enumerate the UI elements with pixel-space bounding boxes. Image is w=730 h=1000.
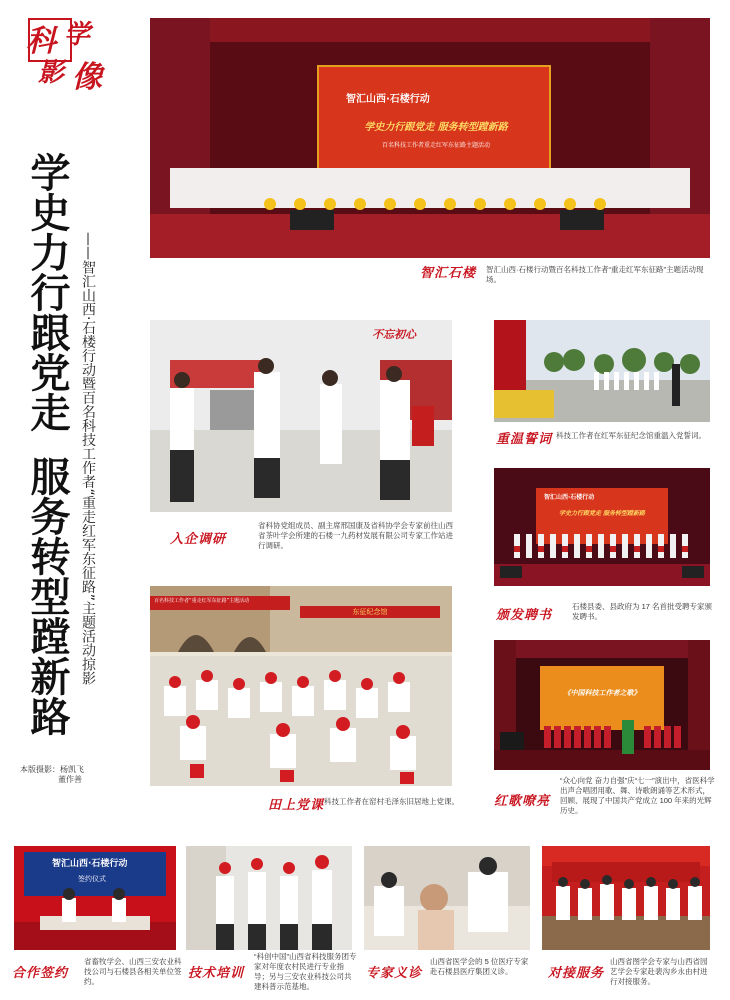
credit-line-1: 本版摄影：杨凯飞 <box>20 765 84 774</box>
courtyard-banner-2: 东征纪念馆 <box>352 608 388 616</box>
photo-training <box>186 846 352 950</box>
headline-part-2: 服务转型蹚新路 <box>24 456 71 736</box>
logo-char-2: 学 <box>64 20 91 50</box>
stage-screen-subtitle: 百名科技工作者重走红军东征路主题活动 <box>381 142 490 149</box>
caption-banfa-pinshu: 石楼县委、县政府为 17 名首批受聘专家颁发聘书。 <box>572 602 713 621</box>
stamp-zhuanjia-yizhen: 专家义诊 <box>366 966 423 981</box>
photo-service <box>542 846 710 950</box>
stamp-hezuo-qianyue: 合作签约 <box>12 966 69 981</box>
logo-char-1: 科 <box>26 24 56 59</box>
caption-ruqi-diaoyan: 省科协党组成员、副主席邢国康及省科协学会专家前往山西省茶叶学会所建的石楼一九药材发展有限公司专家工作站进行调研。 <box>258 521 453 550</box>
certificates-screen-title: 智汇山西·石楼行动 <box>544 494 595 501</box>
caption-zhihui-shilou: 智汇山西·石楼行动暨百名科技工作者“重走红军东征路”主题活动现场。 <box>486 265 704 284</box>
signing-screen-title: 智汇山西·石楼行动 <box>52 859 128 869</box>
stamp-jishu-peixun: 技术培训 <box>188 966 245 981</box>
courtyard-banner: 百名科技工作者“重走红军东征路”主题活动 <box>154 598 250 604</box>
photo-choir <box>494 640 710 770</box>
logo-char-3: 影 <box>38 58 65 88</box>
credit-line-2: 董作善 <box>58 775 82 784</box>
stamp-ruqi-diaoyan: 入企调研 <box>170 532 227 547</box>
stamp-zhihui-shilou: 智汇石楼 <box>420 266 477 281</box>
photo-signing <box>14 846 176 950</box>
caption-chongwen-shici: 科技工作者在红军东征纪念馆重温入党誓词。 <box>556 431 706 440</box>
photo-outdoor-class <box>150 586 452 786</box>
caption-jishu-peixun: “科创中国”山西省科技服务团专家对年度农村民进行专业指导；另与三安农业科技公司共建科普示范基地。 <box>254 952 357 991</box>
certificates-screen-slogan: 学史力行跟党走 服务转型蹚新路 <box>558 510 646 517</box>
stamp-tianshang-dangke: 田上党课 <box>268 798 325 813</box>
headline-subtitle: ——智汇山西·石楼行动暨百名科技工作者“重走红军东征路”主题活动掠影 <box>80 232 96 685</box>
photo-free-clinic <box>364 846 530 950</box>
caption-zhuanjia-yizhen: 山西省医学会的 5 位医疗专家赴石楼县医疗集团义诊。 <box>430 957 529 976</box>
photo-oath <box>494 320 710 422</box>
factory-sign: 不忘初心 <box>372 328 416 341</box>
photo-certificates <box>494 468 710 586</box>
caption-duijie-fuwu: 山西省图学会专家与山西省园艺学会专家赴裴沟乡永由村进行对接服务。 <box>610 957 708 986</box>
photo-credit <box>20 765 130 785</box>
photo-stage <box>150 18 710 258</box>
stage-screen-title: 智汇山西·石楼行动 <box>346 94 430 105</box>
logo-char-4: 像 <box>72 60 102 95</box>
stamp-chongwen-shici: 重温誓词 <box>496 432 553 447</box>
choir-screen-title: 《中国科技工作者之歌》 <box>563 689 641 697</box>
stamp-duijie-fuwu: 对接服务 <box>548 966 605 981</box>
caption-hezuo-qianyue: 省畜牧学会、山西三安农业科技公司与石楼县各相关单位签约。 <box>84 957 182 986</box>
masthead-logo <box>22 10 106 95</box>
stamp-honge-liaoliang: 红歌嘹亮 <box>494 794 551 809</box>
caption-tianshang-dangke: 科技工作者在窑村毛泽东旧居地上党课。 <box>324 797 459 806</box>
stamp-banfa-pinshu: 颁发聘书 <box>496 608 553 623</box>
signing-screen-subtitle: 签约仪式 <box>78 875 106 883</box>
stage-screen-slogan: 学史力行跟党走 服务转型蹚新路 <box>364 122 508 133</box>
photo-factory-visit <box>150 320 452 512</box>
headline-part-1: 学史力行跟党走 <box>24 152 71 432</box>
caption-honge-liaoliang: “众心向党 奋力自强”庆“七一”演出中，省医科学出声合唱团用歌、舞、诗歌朗诵等艺术形式，回顾、展现了中国共产党成立 100 年来的光辉历史。 <box>560 776 715 815</box>
